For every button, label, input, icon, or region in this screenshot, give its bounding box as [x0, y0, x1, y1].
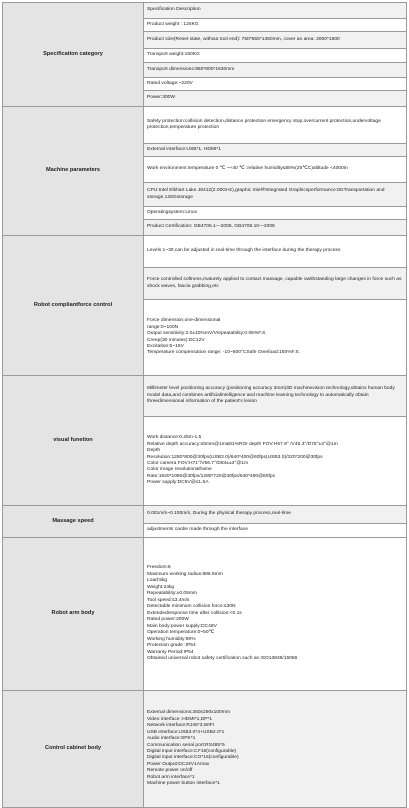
spec-value-line: Temperature compensation range: -10~600°CSafe Overload:150%F.S.	[147, 350, 300, 356]
spec-value-line: range:0~100N	[147, 324, 179, 330]
spec-value-line: Tool speed:≤3.4m/s	[147, 597, 190, 603]
spec-value-line: Video interface :HDMI*1,DP*1	[147, 716, 213, 722]
spec-value-line: Depth	[147, 448, 161, 454]
category-cell: Robot compliantforce control	[3, 236, 144, 376]
spec-value-line: Remote power on/off	[147, 768, 193, 774]
spec-value-line: Specification Description	[147, 7, 201, 13]
spec-value-line: Protection grade :IP54	[147, 643, 196, 649]
spec-value-line: Safety protection:collision detection,distance protection emergency stop,overcurrent protection,undervoltage protection,temperature protection	[147, 118, 381, 130]
spec-value-line: Work environment temperature 0 ℃ ~+40 ℃ ;relative humidity≤85%(25℃C)altitude <4000m	[147, 166, 348, 172]
spec-value-line: Color image resolution&frame	[147, 467, 212, 473]
spec-value-line: Power Output:DC24V1Amax	[147, 761, 210, 767]
spec-row	[3, 538, 407, 691]
spec-value-cell	[144, 236, 407, 268]
category-cell: Machine parameters	[3, 107, 144, 236]
spec-value-line: Obtained universal robot safety certification such as ISO13849/15066	[147, 656, 298, 662]
category-cell: Massage speed	[3, 506, 144, 538]
spec-table	[2, 2, 407, 808]
category-cell: Specification category	[3, 3, 144, 107]
spec-value-line: Weight:24kg	[147, 584, 175, 590]
spec-value-line: Load:5kg	[147, 578, 168, 584]
spec-value-line: Work distance:0.25m-1.5	[147, 435, 202, 441]
spec-value-line: Force dimension:one-dimensional	[147, 318, 221, 324]
spec-value-cell	[144, 19, 407, 32]
spec-value-line: USB interface:USB3.0*4+USB2.0*1	[147, 729, 225, 735]
spec-value-line: Audio interface:SPK*1	[147, 736, 196, 742]
spec-value-line: Digital input interface:CO*16(configurable)	[147, 755, 239, 761]
spec-value-line: Main body power supply:DC48V	[147, 623, 217, 629]
spec-value-line: Rated voltage:~220V	[147, 80, 193, 86]
spec-value-line: Relative depth accuracy:≤5mm@1m&81%ROI depth FOV:H67.9° /V45.3°/D78°±3°@1m	[147, 441, 338, 447]
spec-value-line: Product weight : 125KG	[147, 21, 199, 27]
spec-value-cell	[144, 506, 407, 524]
spec-value-line: Rated power:200W	[147, 617, 189, 623]
spec-value-cell	[144, 376, 407, 417]
spec-value-cell	[144, 524, 407, 538]
spec-row	[3, 506, 407, 524]
spec-value-line: CPU:Intel Elkhart Lake J6412(2.00GHz),graphic Intel®Integrated Graphicsperformance:8GTransportation and storage,128Gstorage	[147, 188, 385, 200]
spec-row	[3, 107, 407, 144]
spec-value-line: External interface:USB*1, HDMI*1	[147, 146, 221, 152]
spec-value-cell	[144, 63, 407, 78]
spec-value-cell	[144, 107, 407, 144]
spec-value-line: Millimeter level positioning accuracy (positioning accuracy 3mm)3D machinevision technology,obtains human body model data,and combines artificialintelligence and machine learning technology to automatically obtain threedimensional information of the patient's lesion	[147, 386, 395, 405]
spec-row	[3, 236, 407, 268]
spec-value-line: Rate:1920*1080@30fps/1280*720@30fps/640*480@60fps	[147, 473, 276, 479]
spec-value-line: Maximum working radius:886.5mm	[147, 571, 223, 577]
spec-value-cell	[144, 207, 407, 220]
spec-value-line: Transport dimensions:860*800*1630mm	[147, 66, 235, 72]
spec-value-line: Communication serial port:RS485*5	[147, 742, 225, 748]
spec-value-line: Excitation:5~15V	[147, 343, 184, 349]
spec-value-line: Operatingsystem:Linux	[147, 209, 198, 215]
spec-value-cell	[144, 49, 407, 63]
spec-value-line: Warranty Period:IP54	[147, 649, 194, 655]
spec-row	[3, 3, 407, 19]
spec-value-cell	[144, 300, 407, 376]
spec-value-line: Levels 1~30,can be adjusted in real-time through the interface during the therapy process	[147, 248, 341, 254]
spec-value-cell	[144, 220, 407, 236]
spec-value-line: Color camera FOV:H71°/V56.7°/D84±±3°@1m	[147, 461, 249, 466]
spec-value-cell	[144, 91, 407, 107]
spec-value-line: Repeatability:±0.05mm	[147, 591, 197, 597]
spec-value-line: Power:300W	[147, 95, 175, 101]
spec-value-line: Freedom:6	[147, 565, 171, 571]
spec-value-line: Robot arm interface*1	[147, 774, 195, 780]
spec-value-line: Machine power button interface*1	[147, 781, 220, 787]
spec-value-cell	[144, 144, 407, 157]
spec-row	[3, 376, 407, 417]
spec-value-line: Network interface:RJ45*3,WIFI	[147, 723, 215, 729]
spec-row	[3, 691, 407, 808]
spec-value-line: Product size(Reset state, without tool end): 750*555*1450mm, cover an area: 2000*1600	[147, 36, 340, 42]
spec-value-line: Resolution:1280*800@30fps(USB3.0)/640*400@60fps(USB3.0)/320*200@30fps	[147, 454, 323, 460]
spec-value-line: Power supply:DC5V@≤1.5A	[147, 480, 209, 486]
spec-value-cell	[144, 78, 407, 91]
spec-value-line: Working humidity:90%	[147, 636, 196, 642]
category-cell: Robot arm body	[3, 538, 144, 691]
spec-value-line: 0.001m/s~0.100m/s, During the physical therapy process,real-time	[147, 511, 291, 517]
spec-value-cell	[144, 157, 407, 183]
spec-value-line: Product Certification: GB4706.1—2005, GB4706.10—2008	[147, 224, 275, 230]
spec-value-cell	[144, 183, 407, 207]
spec-value-cell	[144, 538, 407, 691]
spec-value-line: Creep(30 minutes):DC12V	[147, 337, 205, 343]
spec-value-cell	[144, 417, 407, 506]
spec-value-line: Digital input interface:CI*16(configurable)	[147, 749, 237, 754]
spec-value-line: Output sensitivity:2.0±10%mV/Vrepeatability:0.05%F.S.	[147, 331, 267, 337]
spec-value-line: Transport weight:150KG	[147, 52, 200, 58]
spec-value-cell	[144, 268, 407, 300]
spec-value-line: Detectable minimum collision force:≤30N	[147, 604, 236, 610]
spec-value-line: Force controlled softness,maturely applied to contact massage, capable owithstanding large changes in force such as shock waves, fascia grabbing,etc	[147, 277, 402, 289]
spec-value-line: External dimensions:350x290x100mm	[147, 710, 230, 716]
spec-value-line: Operation temperature:0~50℃	[147, 630, 215, 636]
spec-value-line: adjustments canbe made through the interface	[147, 527, 248, 533]
spec-value-cell	[144, 3, 407, 19]
spec-value-cell	[144, 32, 407, 49]
spec-value-line: Extendedresponse time after collision:<0.1s	[147, 610, 242, 616]
spec-value-cell	[144, 691, 407, 808]
category-cell: Control cabinet body	[3, 691, 144, 808]
category-cell: visual funetion	[3, 376, 144, 506]
